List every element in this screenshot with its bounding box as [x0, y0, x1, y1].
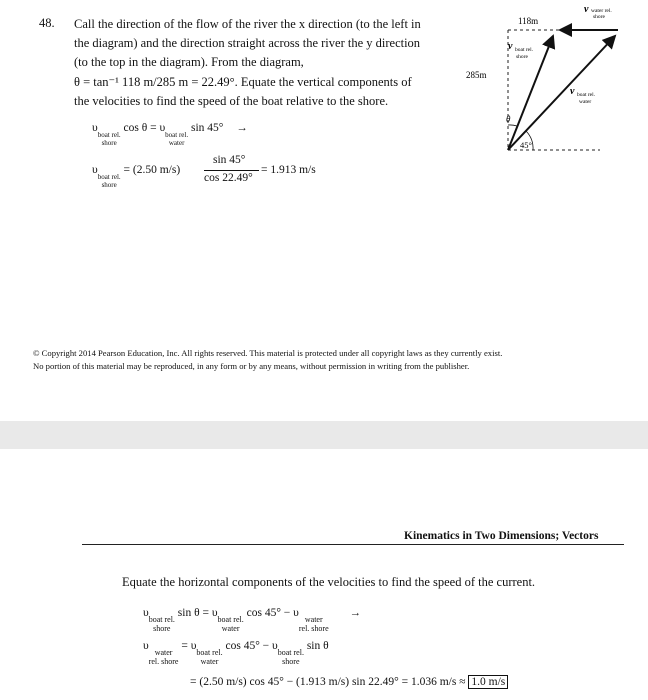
problem-number: 48.: [39, 16, 55, 30]
equation-boat-speed: [92, 164, 180, 189]
chapter-header: Kinematics in Two Dimensions; Vectors: [404, 530, 599, 542]
v-boat-water-label: v: [570, 86, 575, 97]
fraction-numerator: sin 45°: [213, 154, 246, 166]
copyright-line: No portion of this material may be reproduced, in any form or by any means, without permission in writing from the publisher.: [33, 361, 470, 371]
page-gap: [0, 421, 648, 449]
eq-subscript: water rel. shore: [298, 615, 329, 633]
eq-text: cos θ = υ: [123, 122, 166, 134]
eq-subscript: water rel. shore: [148, 648, 179, 666]
eq-text: = υ: [181, 640, 197, 652]
eq-result: = 1.913 m/s: [261, 164, 316, 176]
v-boat-water-sub: water: [579, 99, 592, 105]
intro-text: Equate the horizontal components of the velocities to find the speed of the current.: [122, 575, 536, 589]
v-water-sub: shore: [593, 14, 605, 20]
eq-subscript: boat rel. shore: [148, 615, 175, 633]
eq-subscript: boat rel. water: [217, 615, 244, 633]
copyright-notice: [33, 347, 502, 373]
problem-line: (to the top in the diagram). From the diagram,: [74, 55, 304, 70]
v-water-label: v: [584, 4, 589, 15]
eq-text: = (2.50 m/s): [123, 164, 181, 176]
problem-line: Call the direction of the flow of the river the x direction (to the left in: [74, 17, 421, 31]
problem-text: [74, 15, 454, 111]
theta-label: θ: [506, 114, 511, 124]
boxed-answer: 1.0 m/s: [468, 675, 508, 689]
eq-subscript: boat rel. shore: [97, 131, 121, 147]
eq-text: sin θ = υ: [177, 607, 218, 619]
v-water-sub: water rel.: [591, 8, 612, 14]
label-285m: 285m: [466, 70, 487, 80]
eq-subscript: boat rel. water: [165, 131, 189, 147]
arrow-icon: →: [236, 122, 248, 134]
eq-text: cos 45° − υ: [246, 607, 299, 619]
eq-symbol: υ: [143, 607, 149, 619]
eq-text: sin θ: [306, 640, 329, 652]
eq-symbol: υ: [92, 164, 98, 176]
label-118m: 118m: [518, 16, 539, 26]
equation-horizontal-components: [143, 607, 361, 633]
eq-text: = (2.50 m/s) cos 45° − (1.913 m/s) sin 22.49° = 1.036 m/s ≈: [190, 676, 466, 688]
v-boat-shore-sub: shore: [516, 54, 528, 60]
copyright-line: © Copyright 2014 Pearson Education, Inc. All rights reserved. This material is protected under all copyright laws as they currently exist.: [33, 348, 503, 358]
problem-line: the diagram) and the direction straight across the river the y direction: [74, 36, 421, 51]
theta-arc: [508, 125, 517, 126]
eq-subscript: boat rel. shore: [97, 173, 121, 189]
v-boat-shore-sub: boat rel.: [515, 47, 534, 53]
eq-subscript: boat rel. shore: [277, 648, 304, 666]
equation-current-result: [190, 676, 508, 688]
problem-line: the velocities to find the speed of the boat relative to the shore.: [74, 93, 389, 108]
v-boat-water-sub: boat rel.: [577, 92, 596, 98]
boat-shore-vector: [508, 36, 553, 150]
problem-line: θ = tan⁻¹ 118 m/285 m = 22.49°. Equate the vertical components of: [74, 74, 412, 89]
eq-text: cos 45° − υ: [225, 640, 278, 652]
fraction-bar: [204, 170, 259, 171]
eq-text: sin 45°: [190, 122, 224, 134]
eq-subscript: boat rel. water: [196, 648, 223, 666]
header-rule: [82, 544, 624, 545]
equation-water-speed: [143, 640, 329, 666]
angle-label: 45°: [520, 140, 532, 150]
v-boat-shore-label: v: [508, 41, 513, 52]
fraction-denominator: cos 22.49°: [204, 172, 253, 184]
vector-diagram: [460, 0, 648, 162]
equation-vertical-components: [92, 122, 248, 147]
eq-symbol: υ: [143, 640, 149, 652]
arrow-icon: →: [349, 607, 361, 619]
eq-symbol: υ: [92, 122, 98, 134]
